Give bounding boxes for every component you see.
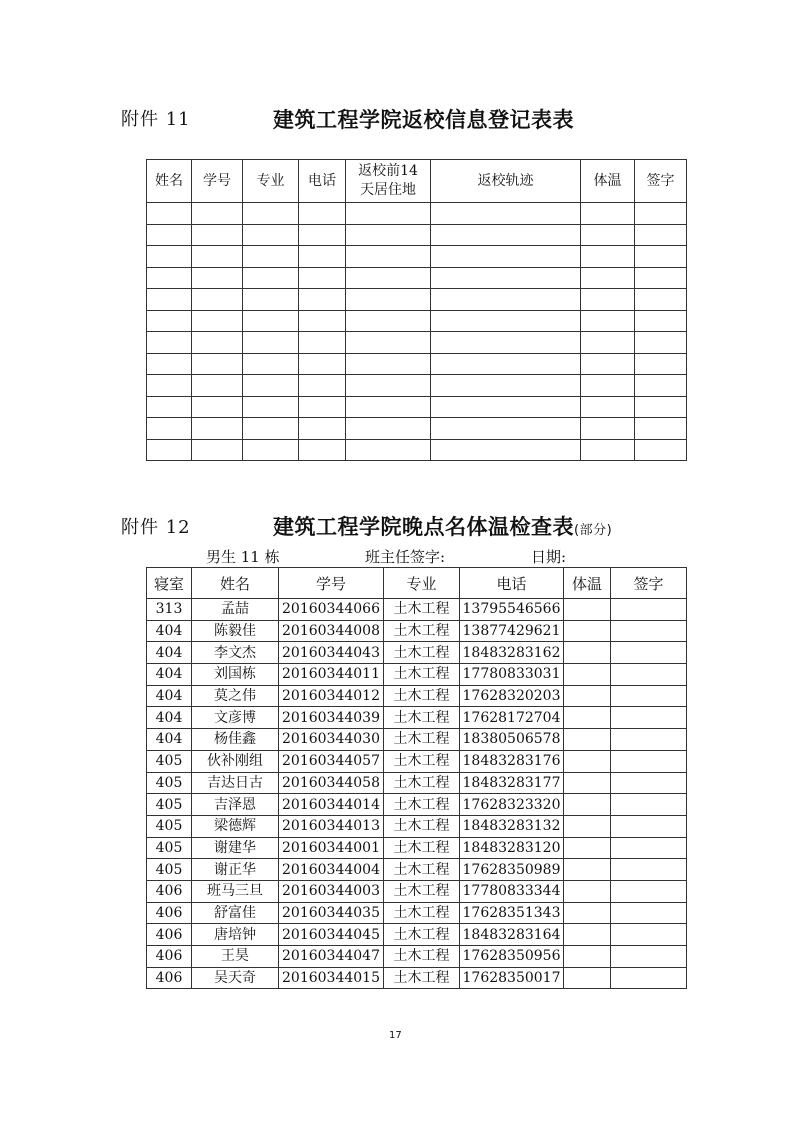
major-cell: 土木工程 [384, 815, 460, 837]
student-id-cell: 20160344030 [279, 729, 384, 751]
student-id-cell: 20160344014 [279, 794, 384, 816]
major-cell: 土木工程 [384, 772, 460, 794]
phone-cell: 17628172704 [460, 707, 564, 729]
temperature-cell[interactable] [564, 967, 611, 989]
column-header: 专业 [243, 160, 299, 203]
room-cell: 313 [147, 599, 192, 621]
empty-cell[interactable] [431, 246, 581, 268]
table-row [147, 880, 687, 902]
empty-cell[interactable] [192, 375, 243, 397]
empty-cell[interactable] [581, 246, 635, 268]
page-number: 17 [389, 1030, 402, 1041]
table-row [147, 815, 687, 837]
signature-cell[interactable] [611, 707, 687, 729]
temperature-cell[interactable] [564, 837, 611, 859]
empty-cell[interactable] [299, 289, 346, 311]
room-cell: 405 [147, 837, 192, 859]
table-row [147, 837, 687, 859]
empty-cell[interactable] [346, 310, 431, 332]
empty-cell[interactable] [147, 332, 192, 354]
annex-11-title: 建筑工程学院返校信息登记表表 [273, 108, 574, 132]
phone-cell: 17780833031 [460, 664, 564, 686]
empty-cell[interactable] [431, 224, 581, 246]
empty-cell[interactable] [147, 418, 192, 440]
room-cell: 405 [147, 772, 192, 794]
temperature-cell[interactable] [564, 620, 611, 642]
student-id-cell: 20160344058 [279, 772, 384, 794]
empty-cell[interactable] [581, 332, 635, 354]
major-cell: 土木工程 [384, 880, 460, 902]
phone-cell: 18483283132 [460, 815, 564, 837]
name-cell: 吉达日古 [192, 772, 279, 794]
column-header: 体温 [564, 568, 611, 599]
major-cell: 土木工程 [384, 729, 460, 751]
empty-cell[interactable] [299, 396, 346, 418]
major-cell: 土木工程 [384, 859, 460, 881]
phone-cell: 18380506578 [460, 729, 564, 751]
empty-cell[interactable] [299, 332, 346, 354]
table-row [147, 772, 687, 794]
column-header: 专业 [384, 568, 460, 599]
temperature-cell[interactable] [564, 902, 611, 924]
column-header: 姓名 [147, 160, 192, 203]
empty-cell[interactable] [147, 246, 192, 268]
empty-cell[interactable] [243, 246, 299, 268]
empty-cell[interactable] [581, 224, 635, 246]
temperature-cell[interactable] [564, 664, 611, 686]
room-cell: 405 [147, 815, 192, 837]
empty-cell[interactable] [243, 396, 299, 418]
empty-cell[interactable] [192, 224, 243, 246]
signature-cell[interactable] [611, 729, 687, 751]
empty-cell[interactable] [147, 439, 192, 461]
empty-cell[interactable] [581, 310, 635, 332]
room-cell: 405 [147, 794, 192, 816]
annex-12-title-text: 建筑工程学院晚点名体温检查表 [273, 515, 574, 539]
major-cell: 土木工程 [384, 707, 460, 729]
name-cell: 杨佳鑫 [192, 729, 279, 751]
room-cell: 406 [147, 902, 192, 924]
room-cell: 405 [147, 750, 192, 772]
student-id-cell: 20160344015 [279, 967, 384, 989]
student-id-cell: 20160344003 [279, 880, 384, 902]
date-label: 日期: [531, 548, 567, 566]
empty-cell[interactable] [581, 439, 635, 461]
signature-cell[interactable] [611, 794, 687, 816]
empty-cell[interactable] [581, 289, 635, 311]
table-row [147, 246, 687, 268]
room-cell: 404 [147, 685, 192, 707]
table-row [147, 685, 687, 707]
student-id-cell: 20160344047 [279, 946, 384, 968]
empty-cell[interactable] [431, 332, 581, 354]
signature-cell[interactable] [611, 772, 687, 794]
major-cell: 土木工程 [384, 620, 460, 642]
empty-cell[interactable] [147, 353, 192, 375]
empty-cell[interactable] [147, 310, 192, 332]
empty-cell[interactable] [192, 289, 243, 311]
table-row [147, 642, 687, 664]
student-id-cell: 20160344057 [279, 750, 384, 772]
empty-cell[interactable] [635, 267, 687, 289]
table-row [147, 439, 687, 461]
column-header: 返校轨迹 [431, 160, 581, 203]
temperature-cell[interactable] [564, 880, 611, 902]
temperature-cell[interactable] [564, 642, 611, 664]
student-id-cell: 20160344008 [279, 620, 384, 642]
annex-12-title [273, 511, 612, 541]
name-cell: 陈毅佳 [192, 620, 279, 642]
table-row [147, 664, 687, 686]
name-cell: 班马三旦 [192, 880, 279, 902]
empty-cell[interactable] [431, 439, 581, 461]
empty-cell[interactable] [192, 418, 243, 440]
empty-cell[interactable] [635, 289, 687, 311]
empty-cell[interactable] [243, 289, 299, 311]
student-id-cell: 20160344004 [279, 859, 384, 881]
empty-cell[interactable] [581, 353, 635, 375]
column-header: 姓名 [192, 568, 279, 599]
name-cell: 李文杰 [192, 642, 279, 664]
major-cell: 土木工程 [384, 664, 460, 686]
empty-cell[interactable] [431, 310, 581, 332]
table-row [147, 224, 687, 246]
empty-cell[interactable] [243, 353, 299, 375]
signature-cell[interactable] [611, 750, 687, 772]
major-cell: 土木工程 [384, 946, 460, 968]
empty-cell[interactable] [147, 267, 192, 289]
column-header: 学号 [279, 568, 384, 599]
name-cell: 唐培钟 [192, 924, 279, 946]
phone-cell: 18483283164 [460, 924, 564, 946]
phone-cell: 17628323320 [460, 794, 564, 816]
table-row [147, 396, 687, 418]
student-id-cell: 20160344066 [279, 599, 384, 621]
signature-cell[interactable] [611, 599, 687, 621]
major-cell: 土木工程 [384, 685, 460, 707]
signature-cell[interactable] [611, 815, 687, 837]
phone-cell: 13795546566 [460, 599, 564, 621]
empty-cell[interactable] [299, 418, 346, 440]
empty-cell[interactable] [243, 267, 299, 289]
room-cell: 406 [147, 880, 192, 902]
empty-cell[interactable] [147, 375, 192, 397]
column-header: 签字 [635, 160, 687, 203]
empty-cell[interactable] [346, 332, 431, 354]
temperature-cell[interactable] [564, 599, 611, 621]
empty-cell[interactable] [192, 439, 243, 461]
empty-cell[interactable] [431, 289, 581, 311]
table-row [147, 418, 687, 440]
column-header: 学号 [192, 160, 243, 203]
empty-cell[interactable] [346, 203, 431, 225]
empty-cell[interactable] [299, 353, 346, 375]
temperature-cell[interactable] [564, 750, 611, 772]
temperature-cell[interactable] [564, 815, 611, 837]
student-id-cell: 20160344035 [279, 902, 384, 924]
empty-cell[interactable] [192, 246, 243, 268]
name-cell: 吉泽恩 [192, 794, 279, 816]
empty-cell[interactable] [299, 267, 346, 289]
room-cell: 404 [147, 707, 192, 729]
signature-cell[interactable] [611, 924, 687, 946]
student-id-cell: 20160344013 [279, 815, 384, 837]
empty-cell[interactable] [346, 353, 431, 375]
empty-cell[interactable] [431, 375, 581, 397]
name-cell: 吴天奇 [192, 967, 279, 989]
room-cell: 406 [147, 946, 192, 968]
major-cell: 土木工程 [384, 837, 460, 859]
table-row [147, 707, 687, 729]
table-row [147, 902, 687, 924]
empty-cell[interactable] [299, 246, 346, 268]
empty-cell[interactable] [635, 310, 687, 332]
annex-12-title-note: (部分) [574, 523, 613, 538]
room-cell: 404 [147, 729, 192, 751]
empty-cell[interactable] [581, 375, 635, 397]
column-header: 寝室 [147, 568, 192, 599]
empty-cell[interactable] [635, 418, 687, 440]
empty-cell[interactable] [431, 353, 581, 375]
empty-cell[interactable] [147, 289, 192, 311]
empty-cell[interactable] [431, 203, 581, 225]
empty-cell[interactable] [192, 353, 243, 375]
annex-11-label: 附件 11 [121, 109, 191, 130]
table-row [147, 289, 687, 311]
student-id-cell: 20160344045 [279, 924, 384, 946]
empty-cell[interactable] [346, 267, 431, 289]
empty-cell[interactable] [243, 439, 299, 461]
table-row [147, 310, 687, 332]
table-header-row [147, 160, 687, 203]
empty-cell[interactable] [192, 203, 243, 225]
major-cell: 土木工程 [384, 599, 460, 621]
table-row [147, 750, 687, 772]
signature-cell[interactable] [611, 685, 687, 707]
phone-cell: 18483283120 [460, 837, 564, 859]
empty-cell[interactable] [581, 396, 635, 418]
student-id-cell: 20160344043 [279, 642, 384, 664]
empty-cell[interactable] [346, 396, 431, 418]
empty-cell[interactable] [431, 396, 581, 418]
name-cell: 谢建华 [192, 837, 279, 859]
phone-cell: 13877429621 [460, 620, 564, 642]
student-id-cell: 20160344011 [279, 664, 384, 686]
room-cell: 404 [147, 620, 192, 642]
phone-cell: 17628320203 [460, 685, 564, 707]
signature-cell[interactable] [611, 859, 687, 881]
temperature-cell[interactable] [564, 707, 611, 729]
signature-cell[interactable] [611, 880, 687, 902]
empty-cell[interactable] [635, 332, 687, 354]
major-cell: 土木工程 [384, 750, 460, 772]
phone-cell: 17628350956 [460, 946, 564, 968]
empty-cell[interactable] [243, 418, 299, 440]
major-cell: 土木工程 [384, 924, 460, 946]
empty-cell[interactable] [192, 332, 243, 354]
empty-cell[interactable] [346, 246, 431, 268]
phone-cell: 18483283176 [460, 750, 564, 772]
table-row [147, 859, 687, 881]
empty-cell[interactable] [147, 203, 192, 225]
empty-cell[interactable] [243, 375, 299, 397]
teacher-sign-label: 班主任签字: [365, 548, 446, 566]
signature-cell[interactable] [611, 837, 687, 859]
phone-cell: 17628351343 [460, 902, 564, 924]
empty-cell[interactable] [299, 224, 346, 246]
empty-cell[interactable] [635, 375, 687, 397]
temperature-cell[interactable] [564, 924, 611, 946]
empty-cell[interactable] [299, 310, 346, 332]
name-cell: 文彦博 [192, 707, 279, 729]
empty-cell[interactable] [346, 289, 431, 311]
empty-cell[interactable] [431, 418, 581, 440]
table-row [147, 620, 687, 642]
column-header: 电话 [460, 568, 564, 599]
signature-cell[interactable] [611, 642, 687, 664]
major-cell: 土木工程 [384, 902, 460, 924]
phone-cell: 18483283162 [460, 642, 564, 664]
room-cell: 405 [147, 859, 192, 881]
phone-cell: 18483283177 [460, 772, 564, 794]
column-header: 签字 [611, 568, 687, 599]
major-cell: 土木工程 [384, 642, 460, 664]
empty-cell[interactable] [346, 224, 431, 246]
major-cell: 土木工程 [384, 794, 460, 816]
table-header-row [147, 568, 687, 599]
room-cell: 404 [147, 664, 192, 686]
student-id-cell: 20160344039 [279, 707, 384, 729]
empty-cell[interactable] [581, 418, 635, 440]
table-row [147, 729, 687, 751]
empty-cell[interactable] [635, 246, 687, 268]
return-info-table [146, 159, 687, 461]
empty-cell[interactable] [635, 396, 687, 418]
signature-cell[interactable] [611, 902, 687, 924]
temperature-cell[interactable] [564, 859, 611, 881]
empty-cell[interactable] [243, 310, 299, 332]
empty-cell[interactable] [346, 418, 431, 440]
column-header: 电话 [299, 160, 346, 203]
empty-cell[interactable] [635, 353, 687, 375]
empty-cell[interactable] [635, 203, 687, 225]
empty-cell[interactable] [635, 439, 687, 461]
empty-cell[interactable] [147, 224, 192, 246]
table-row [147, 599, 687, 621]
empty-cell[interactable] [299, 439, 346, 461]
annex-12-label: 附件 12 [121, 517, 191, 538]
empty-cell[interactable] [192, 267, 243, 289]
empty-cell[interactable] [346, 439, 431, 461]
signature-cell[interactable] [611, 967, 687, 989]
room-cell: 406 [147, 967, 192, 989]
temperature-cell[interactable] [564, 729, 611, 751]
table-row [147, 924, 687, 946]
empty-cell[interactable] [299, 203, 346, 225]
table-row [147, 353, 687, 375]
table-row [147, 375, 687, 397]
empty-cell[interactable] [147, 396, 192, 418]
name-cell: 梁德辉 [192, 815, 279, 837]
table-row [147, 794, 687, 816]
column-header: 体温 [581, 160, 635, 203]
temperature-cell[interactable] [564, 946, 611, 968]
signature-cell[interactable] [611, 664, 687, 686]
name-cell: 舒富佳 [192, 902, 279, 924]
phone-cell: 17628350017 [460, 967, 564, 989]
empty-cell[interactable] [581, 203, 635, 225]
empty-cell[interactable] [243, 203, 299, 225]
empty-cell[interactable] [635, 224, 687, 246]
signature-cell[interactable] [611, 620, 687, 642]
empty-cell[interactable] [299, 375, 346, 397]
temperature-cell[interactable] [564, 685, 611, 707]
temperature-cell[interactable] [564, 772, 611, 794]
empty-cell[interactable] [581, 267, 635, 289]
roll-call-temperature-table [146, 567, 687, 989]
column-header: 返校前14 天居住地 [346, 160, 431, 203]
phone-cell: 17780833344 [460, 880, 564, 902]
name-cell: 伙补刚组 [192, 750, 279, 772]
name-cell: 王昊 [192, 946, 279, 968]
table-row [147, 203, 687, 225]
student-id-cell: 20160344001 [279, 837, 384, 859]
name-cell: 孟喆 [192, 599, 279, 621]
empty-cell[interactable] [243, 332, 299, 354]
major-cell: 土木工程 [384, 967, 460, 989]
empty-cell[interactable] [192, 310, 243, 332]
student-id-cell: 20160344012 [279, 685, 384, 707]
empty-cell[interactable] [431, 267, 581, 289]
temperature-cell[interactable] [564, 794, 611, 816]
room-cell: 404 [147, 642, 192, 664]
name-cell: 谢正华 [192, 859, 279, 881]
table-row [147, 946, 687, 968]
building-label: 男生 11 栋 [206, 548, 280, 566]
signature-cell[interactable] [611, 946, 687, 968]
table-row [147, 332, 687, 354]
empty-cell[interactable] [346, 375, 431, 397]
empty-cell[interactable] [243, 224, 299, 246]
name-cell: 刘国栋 [192, 664, 279, 686]
phone-cell: 17628350989 [460, 859, 564, 881]
room-cell: 406 [147, 924, 192, 946]
name-cell: 莫之伟 [192, 685, 279, 707]
table-row [147, 967, 687, 989]
table-row [147, 267, 687, 289]
empty-cell[interactable] [192, 396, 243, 418]
